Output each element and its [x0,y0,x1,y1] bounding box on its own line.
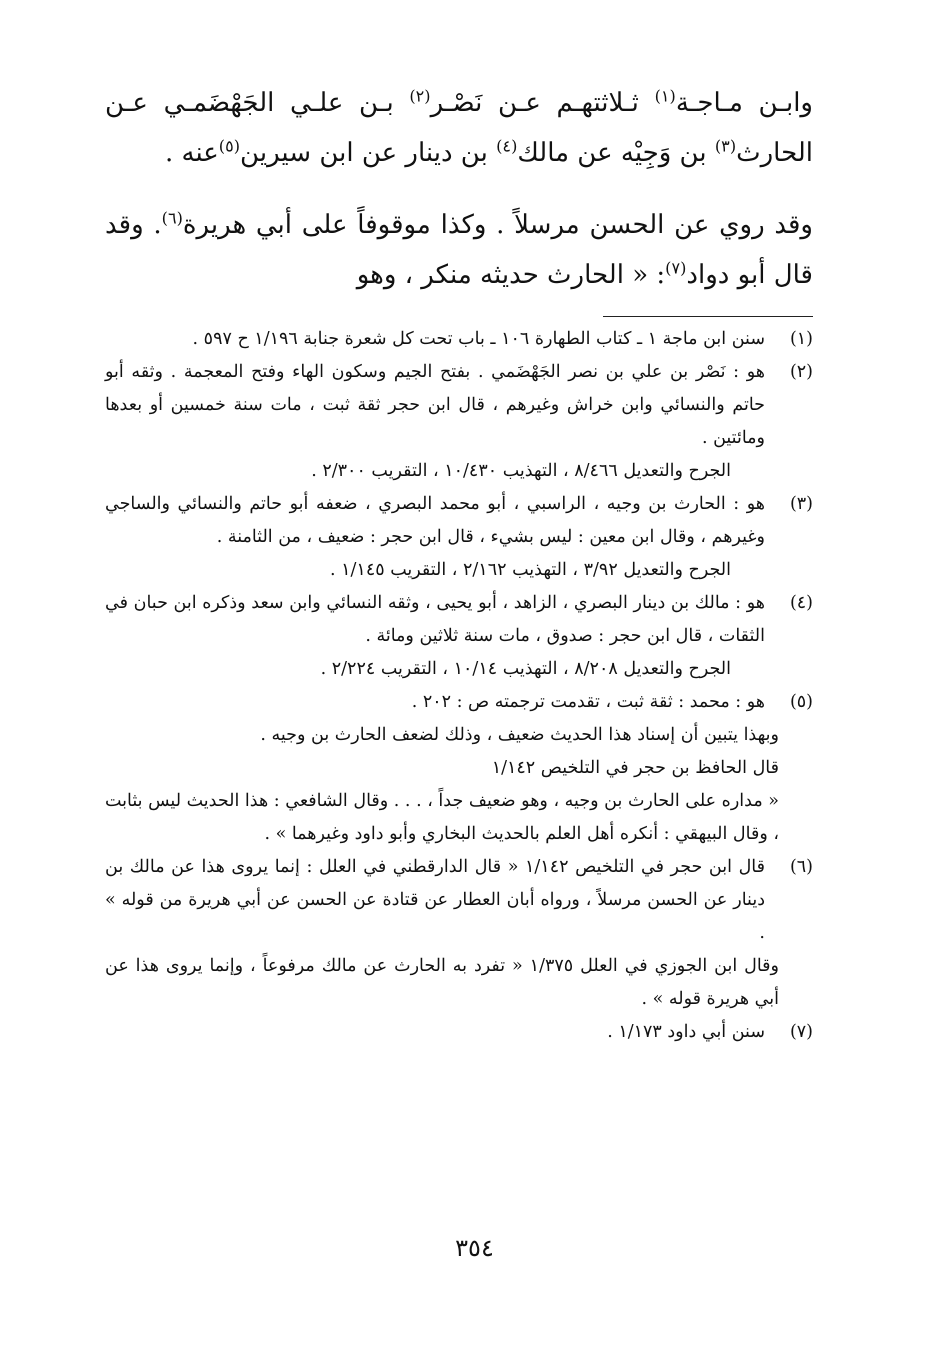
footnote-text: سنن ابن ماجة ١ ـ كتاب الطهارة ١٠٦ ـ باب تحت كل شعرة جنابة ١/١٩٦ ح ٥٩٧ . [192,329,765,349]
footnote-text: هو : محمد : ثقة ثبت ، تقدمت ترجمته ص : ٢٠٢ . [411,692,765,712]
footnote-reference: الجرح والتعديل ٨/٤٦٦ ، التهذيب ١٠/٤٣٠ ، التقريب ٢/٣٠٠ . [311,461,731,481]
footnote-number: (٤) [789,593,813,613]
footnote-text: قال ابن حجر في التلخيص ١/١٤٢ « قال الدارقطني في العلل : إنما يروى هذا عن مالك بن دينار عن الحسن مرسلاً ، ورواه أبان العطار عن قتادة عن الحسن عن أبي هريرة من قوله » . [105,857,765,943]
footnote-4 [105,587,813,686]
page-body [105,78,813,1049]
footnote-text: سنن أبي داود ١/١٧٣ . [607,1022,765,1042]
footnote-text: هو : نَصْر بن علي بن نصر الجَهْضَمي . بفتح الجيم وسكون الهاء وفتح المعجمة . وثقه أبو حاتم والنسائي وابن خراش وغيرهم ، قال ابن حجر ثقة ثبت ، مات سنة خمسين أو بعدها ومائتين . [105,362,765,448]
text: عنه . [164,138,219,168]
main-paragraph-2 [105,200,813,300]
footnote-ref[interactable]: (٧) [665,258,687,278]
footnote-number: (٧) [789,1022,813,1042]
page-number: ٣٥٤ [455,1234,494,1262]
footnote-2 [105,356,813,488]
footnote-number: (٥) [789,692,813,712]
footnote-reference: الجرح والتعديل ٨/٢٠٨ ، التهذيب ١٠/١٤ ، التقريب ٢/٢٢٤ . [320,659,731,679]
footnote-1 [105,323,813,356]
text: بن دينار عن ابن سيرين [240,138,497,168]
footnote-continuation: وقال ابن الجوزي في العلل ١/٣٧٥ « تفرد به الحارث عن مالك مرفوعاً ، وإنما يروى هذا عن أبي هريرة قوله » . [105,956,780,1009]
text: وقد روي عن الحسن مرسلاً . وكذا موقوفاً على أبي هريرة [182,210,813,240]
text: بن وَجِيْه عن مالك [517,138,715,168]
footnote-number: (٣) [789,494,813,514]
footnote-ref[interactable]: (٦) [161,208,183,228]
footnote-6 [105,851,813,950]
footnote-separator [603,316,813,317]
footnote-number: (٦) [789,857,813,877]
footnote-continuation: قال الحافظ بن حجر في التلخيص ١/١٤٢ [491,758,779,778]
footnote-ref[interactable]: (١) [654,86,676,106]
text: وابـن مـاجـة [675,88,813,118]
footnote-ref[interactable]: (٤) [496,136,518,156]
footnote-3 [105,488,813,587]
footnote-ref[interactable]: (٢) [409,86,431,106]
main-paragraph-1 [105,78,813,178]
footnote-ref[interactable]: (٥) [218,136,241,156]
footnote-5 [105,686,813,719]
footnote-quote: « مداره على الحارث بن وجيه ، وهو ضعيف جداً ، . . . وقال الشافعي : هذا الحديث ليس بثابت ، وقال البيهقي : أنكره أهل العلم بالحديث البخاري وأبو داود وغيرهما » . [105,791,779,844]
text: . وقد قال أبو دواد [105,210,813,290]
footnote-text: هو : الحارث بن وجيه ، الراسبي ، أبو محمد البصري ، ضعفه أبو حاتم والنسائي والساجي وغيرهم ، وقال ابن معين : ليس بشيء ، قال ابن حجر : ضعيف ، من الثامنة . [105,494,765,547]
footnote-number: (٢) [789,362,813,382]
footnote-number: (١) [789,329,813,349]
text: ثـلاثتهـم عـن نَصْـر [430,88,655,118]
text: : « الحارث حديثه منكر ، وهو [356,260,666,290]
footnote-text: هو : مالك بن دينار البصري ، الزاهد ، أبو يحيى ، وثقه النسائي وابن سعد وذكره ابن حبان في الثقات ، قال ابن حجر : صدوق ، مات سنة ثلاثين ومائة . [105,593,765,646]
footnote-ref[interactable]: (٣) [714,136,737,156]
footnote-continuation: وبهذا يتبين أن إسناد هذا الحديث ضعيف ، وذلك لضعف الحارث بن وجيه . [260,725,779,745]
footnote-7 [105,1016,813,1049]
text: بـن علـي الجَهْضَمـي عـن الحارث [105,88,813,168]
footnote-reference: الجرح والتعديل ٣/٩٢ ، التهذيب ٢/١٦٢ ، التقريب ١/١٤٥ . [330,560,731,580]
